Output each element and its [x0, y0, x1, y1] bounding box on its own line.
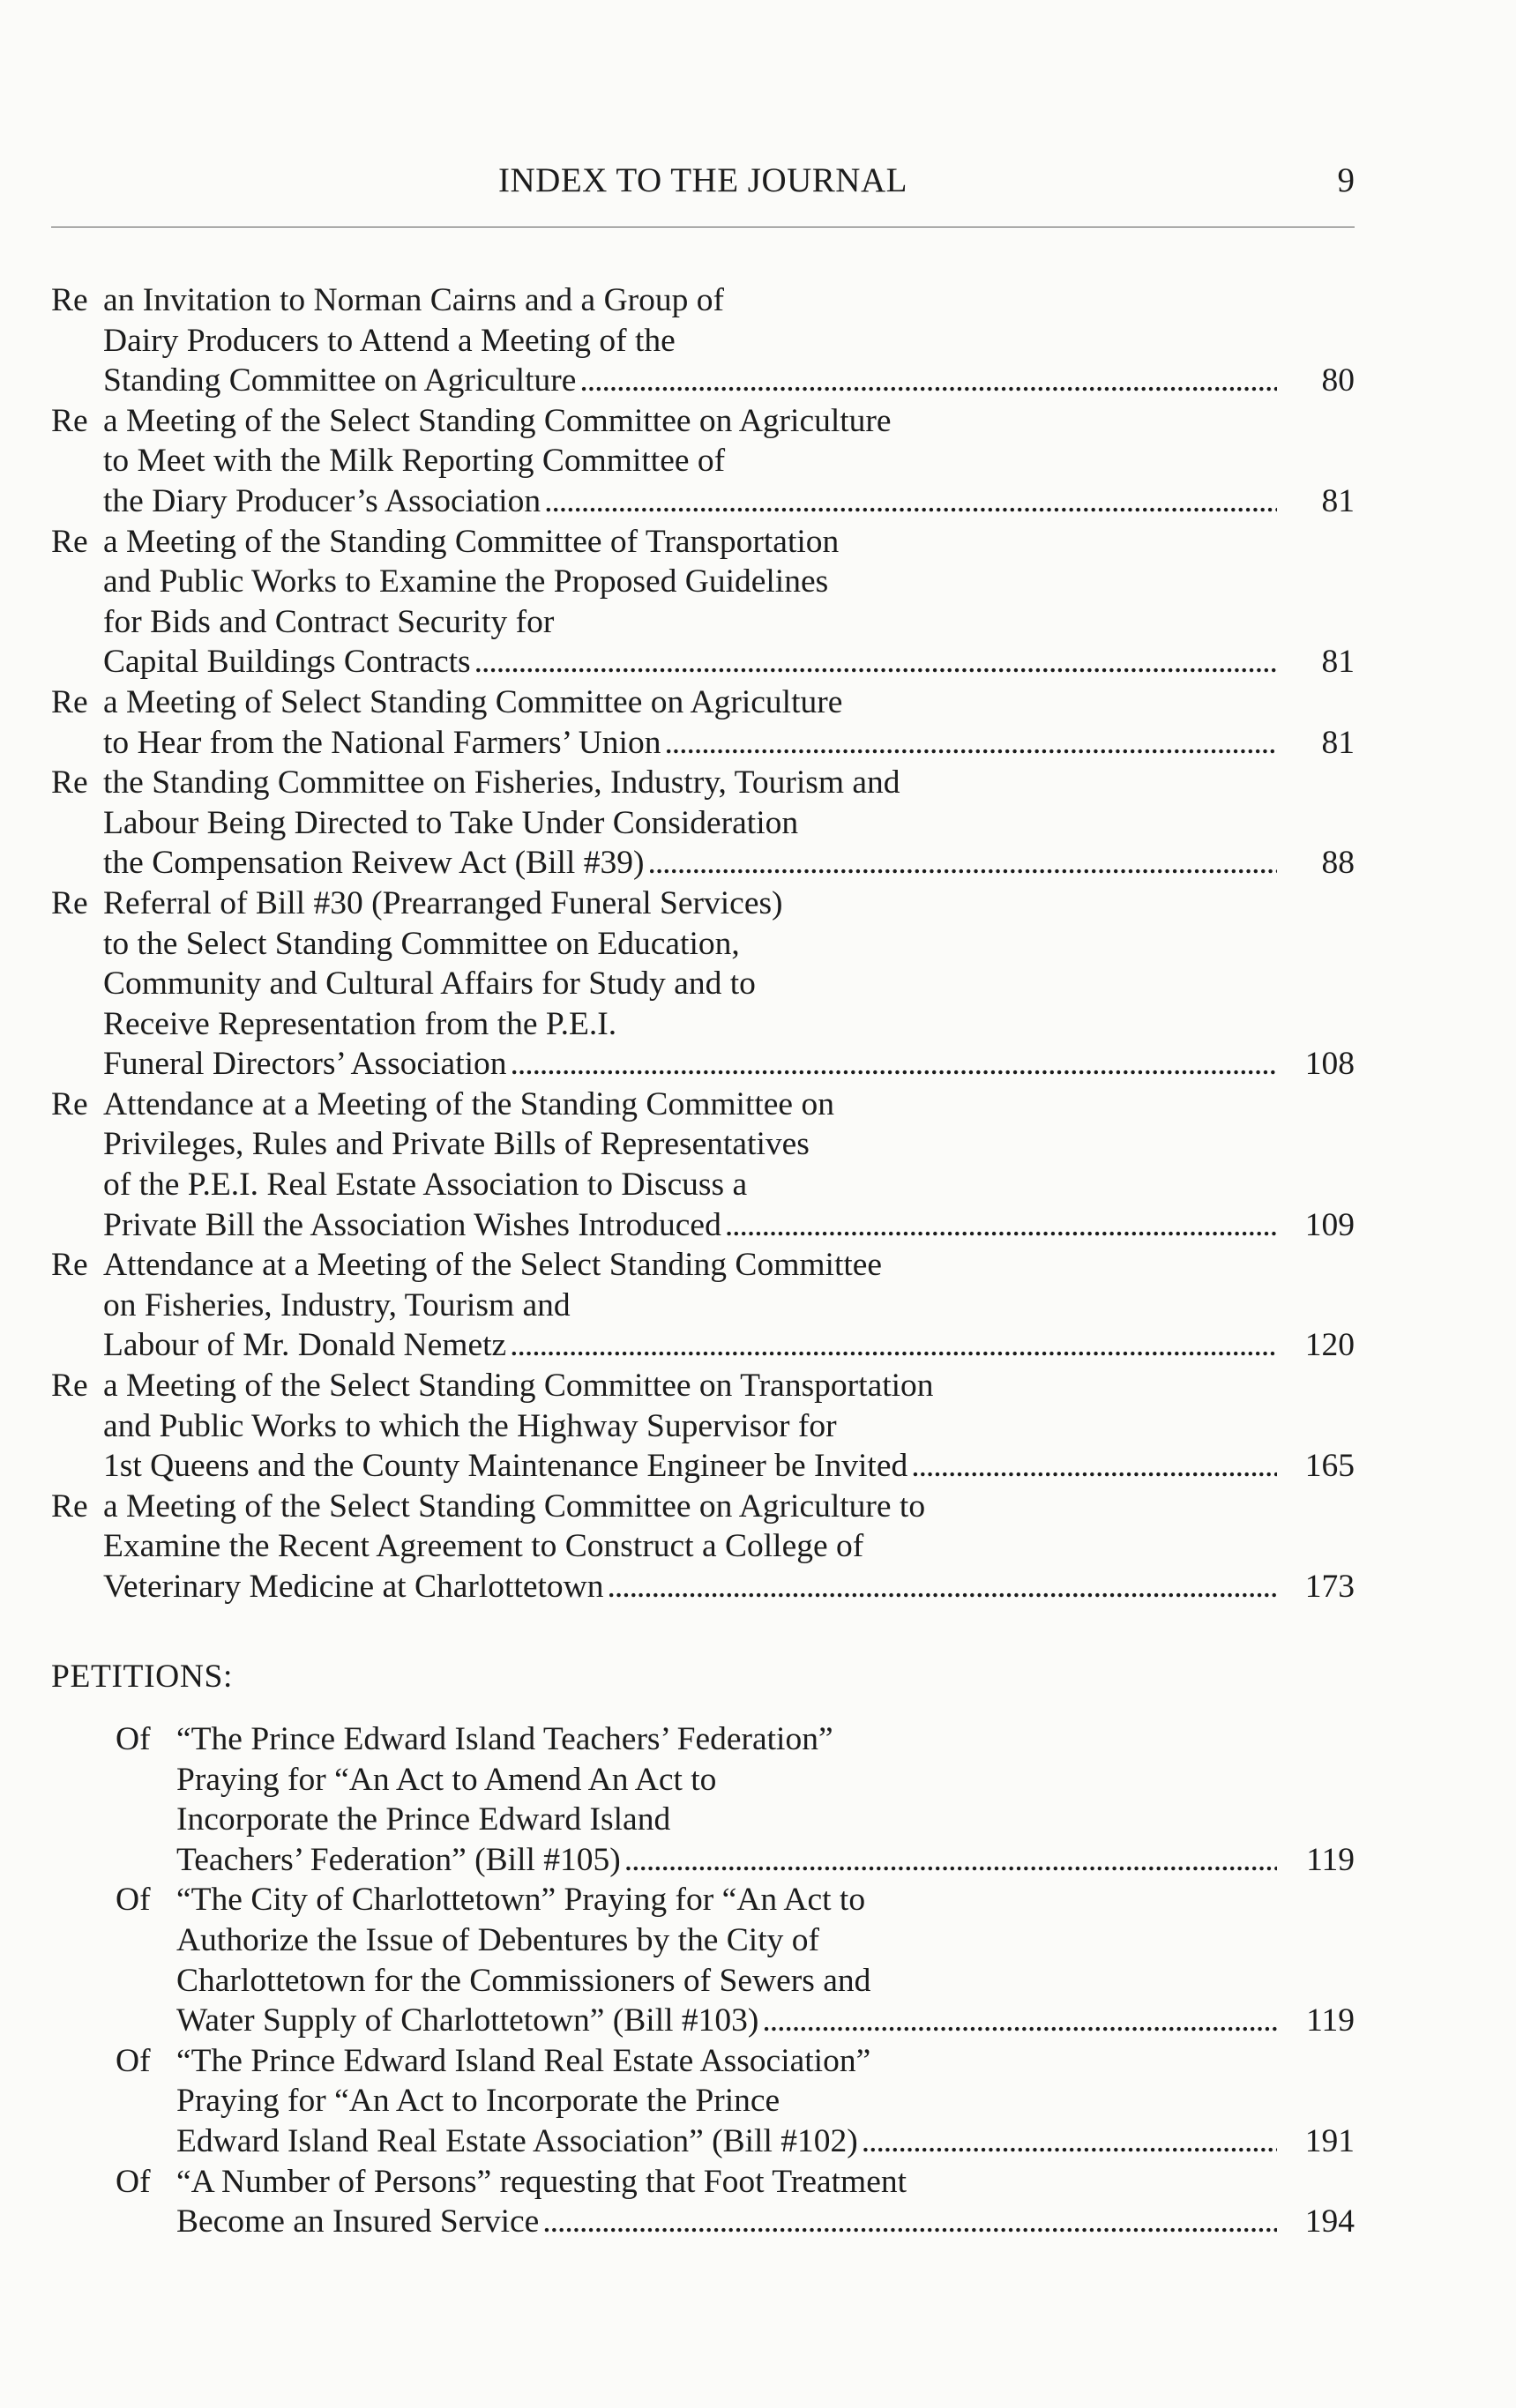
entry-line [51, 1205, 1355, 1246]
entry-text: “A Number of Persons” requesting that Foot Treatment [176, 2163, 907, 2200]
entry-line [51, 1487, 1355, 1527]
entry-line: for Bids and Contract Security for [103, 603, 555, 640]
entry-prefix: Re [51, 282, 88, 318]
entry-line: Privileges, Rules and Private Bills of Representatives [103, 1126, 810, 1163]
entry-line [51, 1840, 1355, 1881]
entry-text: Standing Committee on Agriculture [103, 362, 577, 399]
entry-line [51, 642, 1355, 682]
page-reference: 119 [1306, 2002, 1355, 2039]
dot-leader [907, 1446, 1277, 1487]
dot-leader [541, 481, 1277, 522]
entry-line [51, 763, 1355, 803]
page-reference: 109 [1304, 1206, 1355, 1243]
entry-text: to Hear from the National Farmers’ Union [103, 724, 661, 761]
index-entry [51, 883, 1355, 1085]
entry-prefix: Re [51, 1487, 88, 1525]
entry-text: 1st Queens and the County Maintenance Engineer be Invited [103, 1448, 908, 1485]
entry-line [51, 682, 1355, 723]
entry-text: an Invitation to Norman Cairns and a Group of [103, 282, 725, 318]
entry-line [51, 2121, 1355, 2162]
entry-text: Veterinary Medicine at Charlottetown [103, 1569, 604, 1605]
index-entry [51, 682, 1355, 763]
dot-leader [858, 2121, 1277, 2162]
entry-line [51, 883, 1355, 924]
entry-prefix: Re [51, 1247, 88, 1284]
entry-prefix: Re [51, 764, 88, 801]
dot-leader [721, 1205, 1277, 1246]
page-reference: 194 [1304, 2203, 1355, 2240]
page-reference: 165 [1304, 1448, 1355, 1485]
entry-line: Incorporate the Prince Edward Island [176, 1801, 671, 1838]
entry-line [51, 723, 1355, 764]
page-reference: 120 [1304, 1327, 1355, 1364]
entry-text: “The Prince Edward Island Teachers’ Federation” [176, 1721, 833, 1757]
entry-text: Labour of Mr. Donald Nemetz [103, 1327, 507, 1364]
entry-line [51, 1446, 1355, 1487]
page-reference: 81 [1321, 644, 1355, 681]
entry-line: Dairy Producers to Attend a Meeting of the [103, 322, 676, 359]
entry-line [51, 2202, 1355, 2242]
page-number: 9 [1337, 161, 1355, 199]
entry-prefix: Re [51, 402, 88, 439]
entry-text: the Diary Producer’s Association [103, 482, 541, 519]
entry-line [51, 2001, 1355, 2041]
entry-text: Attendance at a Meeting of the Select Standing Committee [103, 1247, 883, 1284]
entry-prefix: Re [51, 683, 88, 720]
entry-prefix: Re [51, 1085, 88, 1122]
entry-line [51, 280, 1355, 321]
index-entry [51, 1487, 1355, 1607]
entry-line: Community and Cultural Affairs for Study and to [103, 965, 756, 1003]
entry-line [51, 361, 1355, 401]
entry-line: and Public Works to Examine the Proposed Guidelines [103, 563, 829, 600]
index-entry [51, 2162, 1355, 2242]
entry-line: Praying for “An Act to Incorporate the Prince [176, 2083, 780, 2120]
entry-text: Water Supply of Charlottetown” (Bill #103) [176, 2002, 759, 2039]
dot-leader [471, 642, 1277, 682]
entry-line [51, 1085, 1355, 1125]
dot-leader [661, 723, 1277, 764]
entry-prefix: Re [51, 884, 88, 921]
entry-line: Praying for “An Act to Amend An Act to [176, 1761, 717, 1798]
dot-leader [506, 1325, 1277, 1366]
dot-leader [644, 843, 1277, 883]
entry-prefix: Re [51, 523, 88, 560]
page-reference: 191 [1304, 2122, 1355, 2159]
page-reference: 119 [1306, 1841, 1355, 1878]
entry-line: to Meet with the Milk Reporting Committee of [103, 443, 726, 480]
entry-line: and Public Works to which the Highway Supervisor for [103, 1407, 837, 1444]
running-head [51, 160, 1355, 205]
entry-text: Funeral Directors’ Association [103, 1046, 507, 1083]
entry-prefix: Of [116, 2163, 151, 2200]
petitions-index-list [51, 1719, 1355, 2242]
index-entry [51, 1880, 1355, 2040]
index-entry [51, 1366, 1355, 1487]
index-entry [51, 1719, 1355, 1880]
entry-line [51, 1044, 1355, 1085]
index-entry [51, 1245, 1355, 1366]
entry-text: a Meeting of Select Standing Committee on Agriculture [103, 683, 843, 720]
entry-line: of the P.E.I. Real Estate Association to Discuss a [103, 1167, 748, 1204]
entry-line: Examine the Recent Agreement to Construct a College of [103, 1528, 864, 1565]
page-reference: 81 [1321, 482, 1355, 519]
dot-leader [507, 1044, 1277, 1085]
entry-prefix: Of [116, 1882, 151, 1919]
entry-text: a Meeting of the Select Standing Committee on Agriculture [103, 402, 892, 439]
entry-text: Become an Insured Service [176, 2203, 540, 2240]
entry-text: the Compensation Reivew Act (Bill #39) [103, 845, 645, 882]
entry-line [51, 1245, 1355, 1286]
entry-line [51, 401, 1355, 442]
dot-leader [604, 1567, 1277, 1607]
entry-line: Receive Representation from the P.E.I. [103, 1005, 617, 1042]
committee-index-list [51, 280, 1355, 1607]
entry-text: Private Bill the Association Wishes Introduced [103, 1206, 721, 1243]
entry-line [51, 2162, 1355, 2203]
dot-leader [621, 1840, 1277, 1881]
petitions-heading: PETITIONS: [51, 1659, 233, 1695]
entry-prefix: Re [51, 1368, 88, 1405]
dot-leader [758, 2001, 1277, 2041]
entry-text: a Meeting of the Standing Committee of Transportation [103, 523, 840, 560]
index-entry [51, 401, 1355, 522]
entry-line [51, 481, 1355, 522]
entry-line: Labour Being Directed to Take Under Consideration [103, 804, 799, 841]
index-entry [51, 1085, 1355, 1245]
entry-text: Edward Island Real Estate Association” (Bill #102) [176, 2122, 858, 2159]
index-entry [51, 763, 1355, 883]
index-entry [51, 280, 1355, 401]
page-title: INDEX TO THE JOURNAL [498, 161, 907, 199]
entry-text: Attendance at a Meeting of the Standing Committee on [103, 1085, 834, 1122]
entry-text: a Meeting of the Select Standing Committee on Agriculture to [103, 1487, 926, 1525]
entry-line [51, 1880, 1355, 1920]
entry-line [51, 2041, 1355, 2082]
page-reference: 88 [1321, 845, 1355, 882]
entry-line: Charlottetown for the Commissioners of Sewers and [176, 1962, 871, 1999]
page-reference: 173 [1304, 1569, 1355, 1605]
entry-line [51, 1567, 1355, 1607]
dot-leader [539, 2202, 1277, 2242]
page-reference: 108 [1304, 1046, 1355, 1083]
dot-leader [576, 361, 1277, 401]
entry-text: the Standing Committee on Fisheries, Industry, Tourism and [103, 764, 900, 801]
entry-text: Capital Buildings Contracts [103, 644, 471, 681]
entry-line [51, 1719, 1355, 1760]
index-entry [51, 522, 1355, 682]
entry-line: on Fisheries, Industry, Tourism and [103, 1286, 571, 1323]
entry-prefix: Of [116, 1721, 151, 1757]
entry-line: to the Select Standing Committee on Education, [103, 925, 740, 962]
entry-text: Teachers’ Federation” (Bill #105) [176, 1841, 621, 1878]
entry-text: “The Prince Edward Island Real Estate Association” [176, 2042, 871, 2079]
entry-text: Referral of Bill #30 (Prearranged Funeral Services) [103, 884, 783, 921]
entry-line [51, 1366, 1355, 1406]
page-reference: 81 [1321, 724, 1355, 761]
entry-text: a Meeting of the Select Standing Committee on Transportation [103, 1368, 934, 1405]
entry-line [51, 843, 1355, 883]
entry-prefix: Of [116, 2042, 151, 2079]
page-reference: 80 [1321, 362, 1355, 399]
index-entry [51, 2041, 1355, 2162]
entry-line [51, 522, 1355, 563]
entry-line [51, 1325, 1355, 1366]
entry-text: “The City of Charlottetown” Praying for “An Act to [176, 1882, 866, 1919]
entry-line: Authorize the Issue of Debentures by the City of [176, 1921, 819, 1958]
